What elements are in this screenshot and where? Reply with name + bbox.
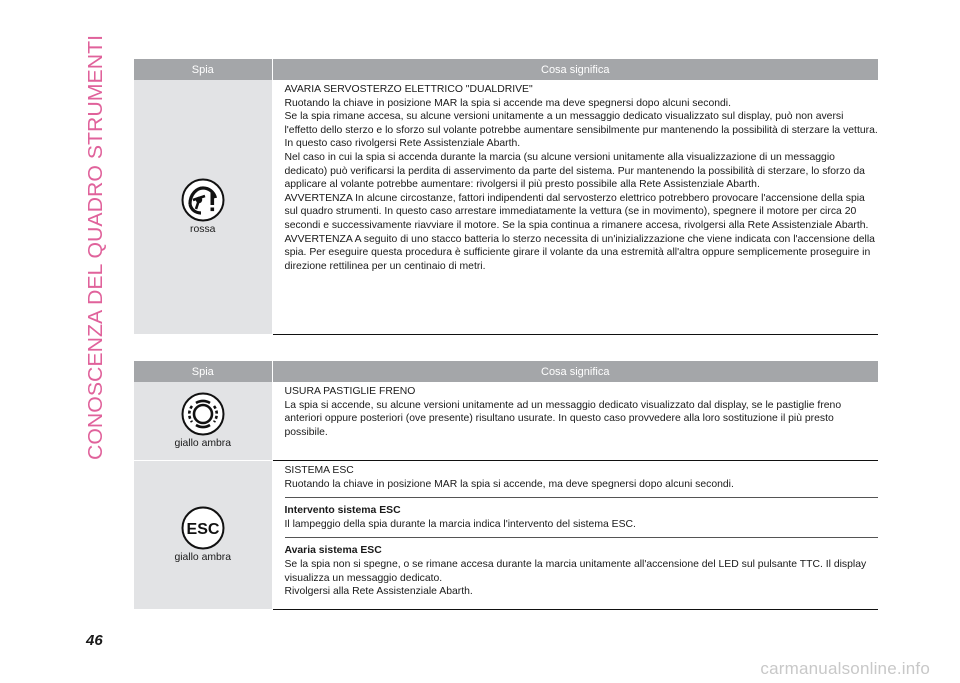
esc-icon-text: ESC [186,520,220,538]
table-header-row [134,59,878,80]
description-cell [272,382,878,461]
description-cell [272,461,878,610]
section-divider [285,537,879,538]
warning-icon-cell [134,461,272,610]
table-row [134,382,878,461]
description-paragraph: Se la spia non si spegne, o se rimane accesa durante la marcia unitamente all'accensione del LED sul pulsante TTC. Il display visualizza un messaggio dedicato. [284,558,867,584]
description-title: SISTEMA ESC [284,465,354,476]
header-cosa-significa: Cosa significa [272,59,878,80]
color-label: giallo ambra [174,437,232,449]
description-paragraph: Rivolgersi alla Rete Assistenziale Abarth. [284,586,473,598]
description-title: USURA PASTIGLIE FRENO [284,386,416,397]
brake-pad-wear-icon [181,392,225,436]
header-spia: Spia [134,59,272,80]
section-heading: Avaria sistema ESC [284,545,382,557]
warning-icon-cell [134,80,272,335]
description-title: AVARIA SERVOSTERZO ELETTRICO "DUALDRIVE" [284,84,533,95]
section-heading: Intervento sistema ESC [284,505,401,517]
description-paragraph: Il lampeggio della spia durante la marcia indica l'intervento del sistema ESC. [284,518,636,530]
color-label: giallo ambra [174,551,232,563]
warning-paragraph: AVVERTENZA In alcune circostanze, fattori indipendenti dal servosterzo elettrico potrebbero provocare l'accensione della spia sul quadro strumenti. In questo caso arrestare immediatamente la vettura (se in movimento), spegnere il motore per circa 20 secondi e successivamente riavviare il motore. Se la spia continua a rimanere accesa, rivolgersi alla Rete Assistenziale Abarth. [284,192,869,231]
description-cell [272,80,878,335]
warning-icon-cell [134,382,272,461]
power-steering-warning-icon [181,178,225,222]
watermark: carmanualsonline.info [760,659,930,678]
page-number: 46 [86,632,103,649]
warning-light-table-1 [134,59,878,335]
table-row [134,80,878,335]
table-header-row [134,361,878,382]
warning-paragraph: AVVERTENZA A seguito di uno stacco batteria lo sterzo necessita di un'inizializzazione che viene indicata con l'accensione della spia. Per eseguire questa procedura è sufficiente girare il volante da una estremità all'altra oppure semplicemente proseguire in direzione rettilinea per un centinaio di metri. [284,233,875,272]
table-row [134,461,878,610]
description-paragraph: La spia si accende, su alcune versioni unitamente ad un messaggio dedicato visualizzato dal display, se le pastiglie freno anteriori oppure posteriori (ove presente) risultano usurate. In questo caso provvedere alla loro sostituzione il più presto possibile. [284,399,842,438]
description-paragraph: Se la spia rimane accesa, su alcune versioni unitamente a un messaggio dedicato visualizzato sul display, può non aversi l'effetto dello sterzo e lo sforzo sul volante potrebbe aumentare sensibilmente pur mantenendo la possibilità di sterzare la vettura. [284,111,878,136]
description-paragraph: Nel caso in cui la spia si accenda durante la marcia (su alcune versioni unitamente alla visualizzazione di un messaggio dedicato) può verificarsi la perdita di asservimento da parte del sistema. Pur mantenendo la possibilità di sterzare, lo sforzo da applicare al volante potrebbe aumentare: rivolgersi il più presto possibile alla Rete Assistenziale Abarth. [284,151,865,191]
description-paragraph: In questo caso rivolgersi Rete Assistenziale Abarth. [284,138,521,150]
esc-icon [181,506,225,550]
description-paragraph: Ruotando la chiave in posizione MAR la spia si accende, ma deve spegnersi dopo alcuni secondi. [284,478,734,490]
chapter-side-title-text: CONOSCENZA DEL QUADRO STRUMENTI [85,60,107,460]
section-divider [285,497,879,498]
chapter-side-title [74,30,120,470]
description-paragraph: Ruotando la chiave in posizione MAR la spia si accende ma deve spegnersi dopo alcuni secondi. [284,97,731,109]
header-spia: Spia [134,361,272,382]
color-label: rossa [190,223,216,235]
warning-light-table-2 [134,361,878,610]
header-cosa-significa: Cosa significa [272,361,878,382]
